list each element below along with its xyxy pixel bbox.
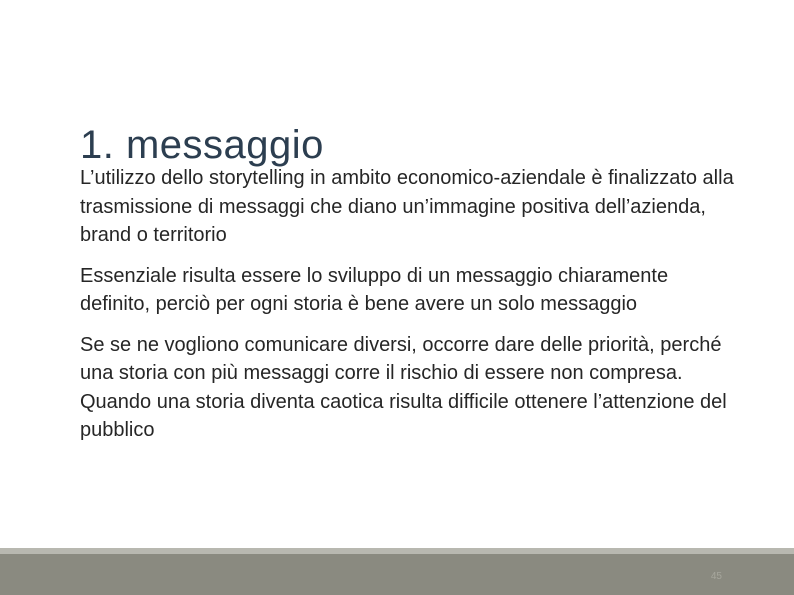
paragraph-3: Se se ne vogliono comunicare diversi, occorre dare delle priorità, perché una storia con più messaggi corre il rischio di essere non compresa. Quando una storia diventa caotica risulta difficile ottenere l’attenzione del pubblico [80,333,727,441]
paragraph-2: Essenziale risulta essere lo sviluppo di un messaggio chiaramente definito, perciò per ogni storia è bene avere un solo messaggio [80,264,669,315]
slide-title: 1. messaggio [80,122,324,167]
page-number: 45 [710,571,722,582]
footer-bar [0,554,794,595]
slide-body [80,164,740,457]
paragraph-1: L’utilizzo dello storytelling in ambito economico-aziendale è finalizzato alla trasmissione di messaggi che diano un’immagine positiva dell’azienda, brand o territorio [80,167,734,246]
